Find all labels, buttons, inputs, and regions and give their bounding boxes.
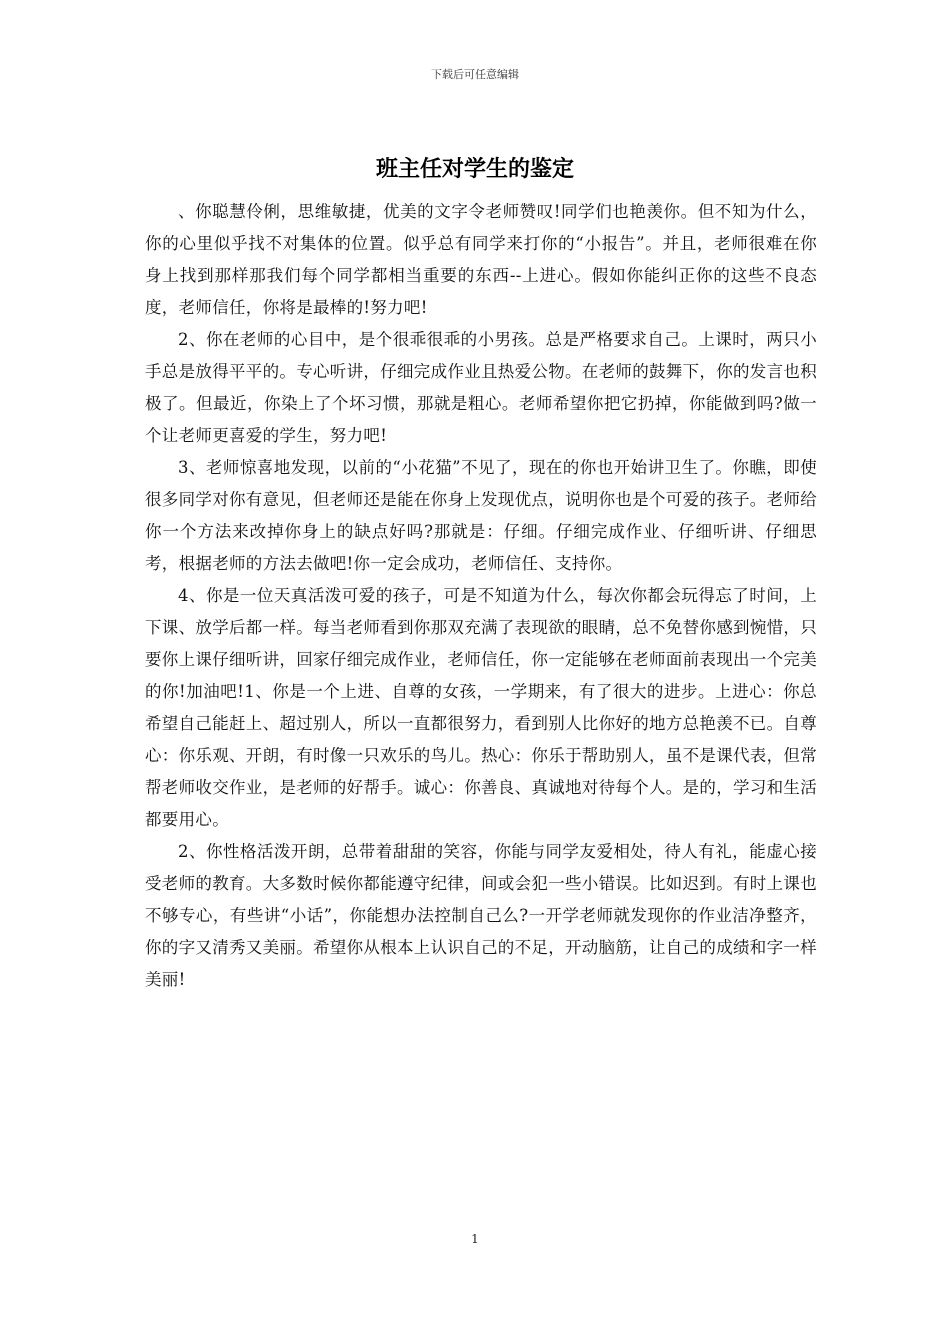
- paragraph-1: 、你聪慧伶俐，思维敏捷，优美的文字令老师赞叹!同学们也艳羡你。但不知为什么，你的心里似乎找不对集体的位置。似乎总有同学来打你的“小报告”。并且，老师很难在你身上找到那样那我们每个同学都相当重要的东西--上进心。假如你能纠正你的这些不良态度，老师信任，你将是最棒的!努力吧!: [145, 202, 817, 317]
- paragraph-2: 2、你在老师的心目中，是个很乖很乖的小男孩。总是严格要求自己。上课时，两只小手总是放得平平的。专心听讲，仔细完成作业且热爱公物。在老师的鼓舞下，你的发言也积极了。但最近，你染上了个坏习惯，那就是粗心。老师希望你把它扔掉，你能做到吗?做一个让老师更喜爱的学生，努力吧!: [145, 330, 817, 445]
- paragraph-5: 2、你性格活泼开朗，总带着甜甜的笑容，你能与同学友爱相处，待人有礼，能虚心接受老师的教育。大多数时候你都能遵守纪律，间或会犯一些小错误。比如迟到。有时上课也不够专心，有些讲“小话”，你能想办法控制自己么?一开学老师就发现你的作业洁净整齐，你的字又清秀又美丽。希望你从根本上认识自己的不足，开动脑筋，让自己的成绩和字一样美丽!: [145, 842, 817, 989]
- paragraph-3: 3、老师惊喜地发现，以前的“小花猫”不见了，现在的你也开始讲卫生了。你瞧，即使很多同学对你有意见，但老师还是能在你身上发现优点，说明你也是个可爱的孩子。老师给你一个方法来改掉你身上的缺点好吗?那就是：仔细。仔细完成作业、仔细听讲、仔细思考，根据老师的方法去做吧!你一定会成功，老师信任、支持你。: [145, 458, 817, 573]
- page-number: 1: [471, 1232, 479, 1246]
- document-title: 班主任对学生的鉴定: [375, 157, 574, 182]
- paragraph-4: 4、你是一位天真活泼可爱的孩子，可是不知道为什么，每次你都会玩得忘了时间，上下课、放学后都一样。每当老师看到你那双充满了表现欲的眼睛，总不免替你感到惋惜，只要你上课仔细听讲，回家仔细完成作业，老师信任，你一定能够在老师面前表现出一个完美的你!加油吧!1、你是一个上进、自尊的女孩，一学期来，有了很大的进步。上进心：你总希望自己能赶上、超过别人，所以一直都很努力，看到别人比你好的地方总艳羡不已。自尊心：你乐观、开朗，有时像一只欢乐的鸟儿。热心：你乐于帮助别人，虽不是课代表，但常帮老师收交作业，是老师的好帮手。诚心：你善良、真诚地对待每个人。是的，学习和生活都要用心。: [145, 586, 817, 829]
- header-note: 下载后可任意编辑: [431, 68, 519, 81]
- document-body: [145, 196, 817, 996]
